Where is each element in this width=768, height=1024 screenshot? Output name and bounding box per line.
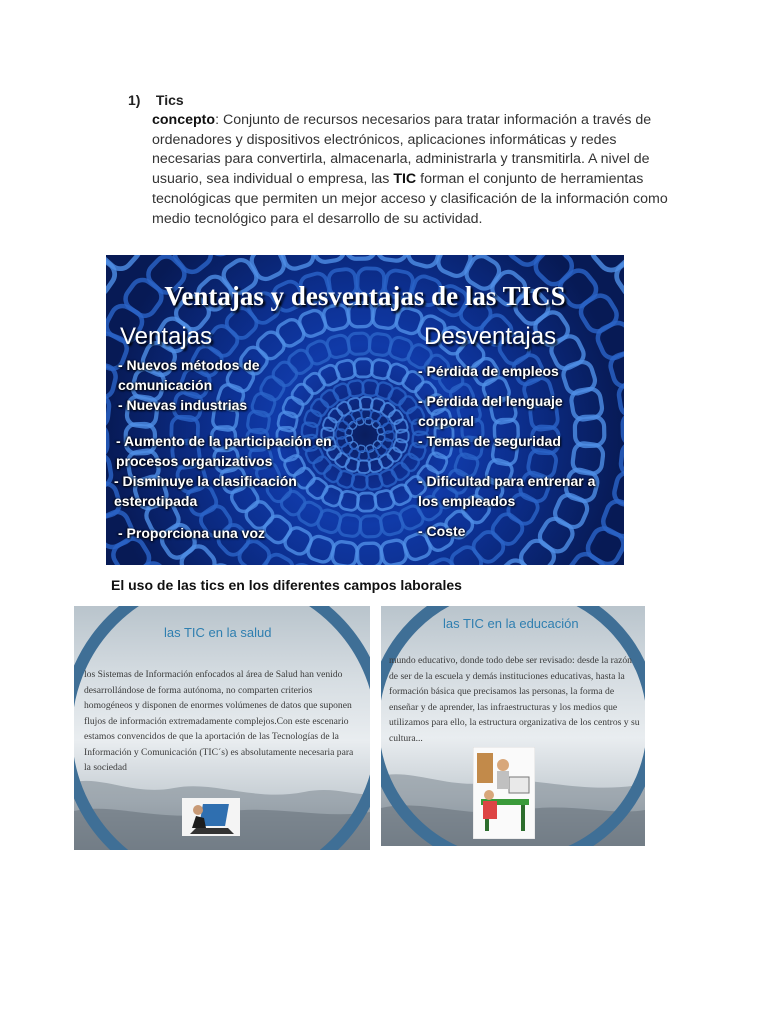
concept-text-2: forman el conjunto de herramientas tecnológicas que permiten un mejor acceso y clasificación de la información como medio tecnológico para el desarrollo de su actividad. (152, 171, 668, 227)
concept-label: concepto (152, 112, 216, 128)
disadvantage-item: - Pérdida del lenguaje corporal (418, 393, 563, 429)
disadvantage-item: - Pérdida de empleos (418, 363, 559, 379)
section-number: 1) (128, 92, 141, 108)
card-title: las TIC en la educación (443, 616, 579, 631)
tunnel-square (348, 333, 370, 355)
person-with-laptop-icon (182, 798, 240, 836)
disadvantages-heading: Desventajas (424, 323, 557, 350)
card-text: los Sistemas de Información enfocados al área de Salud han venido desarrollándose de forma autónoma, no comparten criterios homogéneos y disponen de enormes volúmenes de datos que suponen flujos de información extremadamente complejos.Con este escenario estamos convencidos de que la aportación de las Tecnologías de la Información y Comunicación (TIC´s) es absolutamente necesaria para la sociedad (84, 669, 354, 773)
tunnel-square (326, 334, 351, 359)
card-text: mundo educativo, donde todo debe ser revisado: desde la razón de ser de la escuela y demás instituciones educativas, hasta la formación básica que precisamos las personas, la forma de enseñar y de aprender, las infraestructuras y los medios que utilizamos para ello, la estructura organizativa de los centros y su cultura... (389, 655, 640, 744)
tunnel-square (392, 438, 408, 454)
tunnel-square (623, 413, 624, 446)
tunnel-square (380, 539, 408, 565)
banner-title: Ventajas y desventajas de las TICS (164, 281, 566, 311)
tunnel-square (200, 255, 244, 258)
tunnel-square (129, 559, 174, 565)
disadvantage-item: - Temas de seguridad (418, 433, 561, 449)
tunnel-square (312, 255, 346, 263)
tunnel-square (360, 515, 382, 537)
tunnel-square (354, 359, 372, 377)
tunnel-square (495, 556, 536, 565)
kids-at-computer-icon (473, 747, 535, 839)
section-heading (128, 92, 184, 108)
concept-bold-tic: TIC (393, 171, 417, 188)
tunnel-square (248, 255, 287, 282)
disadvantage-item: - Coste (418, 523, 466, 539)
tunnel-square (357, 543, 381, 565)
section-title: Tics (155, 92, 184, 108)
subheading-campos-laborales: El uso de las tics en los diferentes campos laborales (111, 577, 462, 593)
advantages-disadvantages-banner (106, 255, 624, 565)
advantage-item: - Disminuye la clasificación esterotipada (114, 473, 297, 509)
tunnel-square (106, 425, 107, 458)
tunnel-square (357, 493, 375, 511)
tunnel-square (448, 544, 485, 565)
advantage-item: - Proporciona una voz (118, 525, 266, 541)
card-title: las TIC en la salud (164, 625, 272, 640)
concept-paragraph (152, 111, 672, 229)
advantage-item: - Nuevos métodos de comunicación (118, 357, 260, 393)
advantages-heading: Ventajas (120, 323, 213, 350)
advantage-item: - Aumento de la participación en procesos organizativos (116, 433, 332, 469)
concept-text-1: : Conjunto de recursos necesarios para tratar información a través de ordenadores y dispositivos electrónicos, aplicaciones informáticas y redes necesarias para convertirla, almacenarla, administrarla y transmitirla. A nivel de usuario, sea individual o empresa, las (152, 112, 652, 188)
tunnel-square (201, 561, 242, 565)
tunnel-square (376, 255, 409, 262)
advantage-item: - Nuevas industrias (118, 397, 248, 413)
tunnel-square (346, 255, 376, 259)
disadvantage-item: - Dificultad para entrenar a los empleados (418, 473, 596, 509)
card-tic-educacion (381, 606, 645, 846)
tunnel-square (564, 550, 609, 565)
tunnel-square (170, 255, 215, 276)
tunnel-square (331, 541, 358, 565)
card-tic-salud (74, 606, 370, 850)
